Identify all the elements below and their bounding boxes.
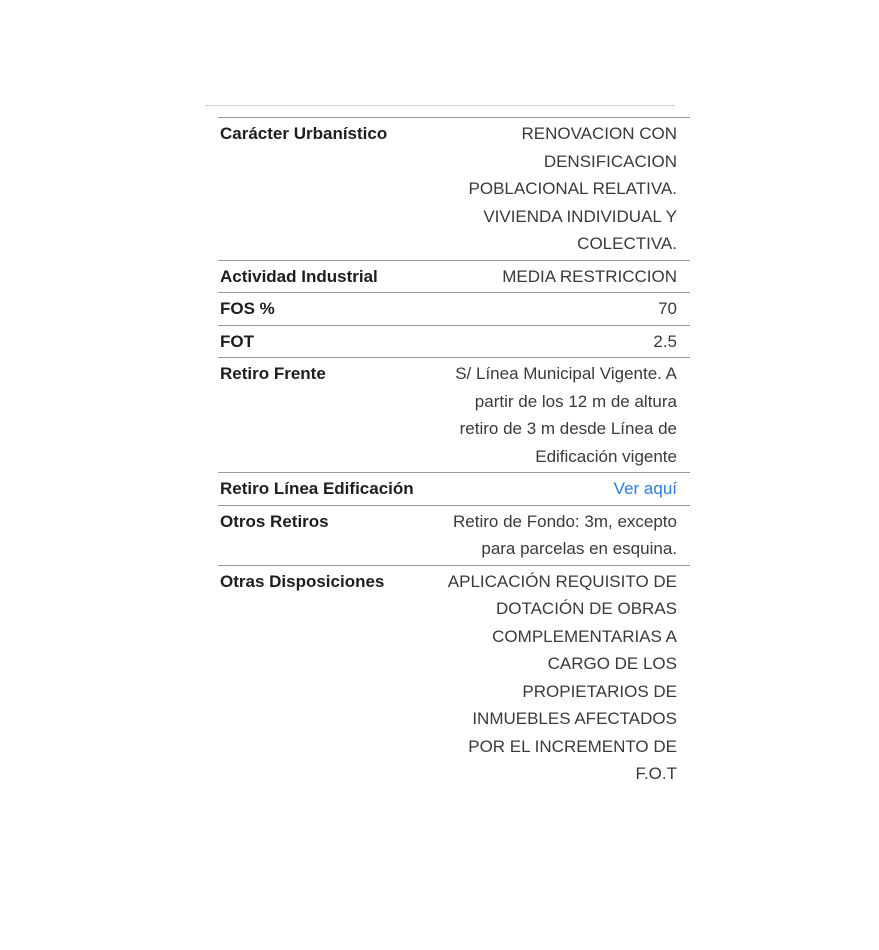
label-otras-disposiciones: Otras Disposiciones [220,571,385,591]
zoning-details-table [218,117,690,790]
table-row-otras-disposiciones [218,565,690,790]
label-retiro-linea-edificacion: Retiro Línea Edificación [220,479,414,498]
label-caracter-urbanistico: Carácter Urbanístico [220,124,388,143]
table-row-retiro-linea-edificacion [218,473,690,506]
value-otros-retiros: Retiro de Fondo: 3m, excepto para parcelas en esquina. [453,511,677,558]
value-fot: 2.5 [653,331,677,351]
table-row-caracter-urbanistico [218,118,690,261]
table-row-fos [218,293,690,326]
label-actividad-industrial: Actividad Industrial [220,266,378,286]
value-caracter-urbanistico: RENOVACION CON DENSIFICACION POBLACIONAL RELATIVA. VIVIENDA INDIVIDUAL Y COLECTIVA. [468,124,677,253]
value-otras-disposiciones: APLICACIÓN REQUISITO DE DOTACIÓN DE OBRAS COMPLEMENTARIAS A CARGO DE LOS PROPIETARIOS DE INMUEBLES AFECTADOS POR EL INCREMENTO DE F.O.T [447,571,677,783]
table-row-fot [218,325,690,358]
ver-aqui-link[interactable]: Ver aquí [613,479,677,498]
value-retiro-linea-edificacion [442,473,690,506]
table-row-actividad-industrial [218,260,690,293]
label-retiro-frente: Retiro Frente [220,364,326,383]
table-row-otros-retiros [218,505,690,565]
label-otros-retiros: Otros Retiros [220,511,329,531]
label-fot: FOT [220,331,254,351]
table-top-divider [205,105,675,106]
value-retiro-frente: S/ Línea Municipal Vigente. A partir de los 12 m de altura retiro de 3 m desde Línea de Edificación vigente [455,364,677,466]
table-row-retiro-frente [218,358,690,473]
value-actividad-industrial: MEDIA RESTRICCION [502,266,677,286]
value-fos: 70 [658,299,677,318]
label-fos: FOS % [220,299,275,318]
